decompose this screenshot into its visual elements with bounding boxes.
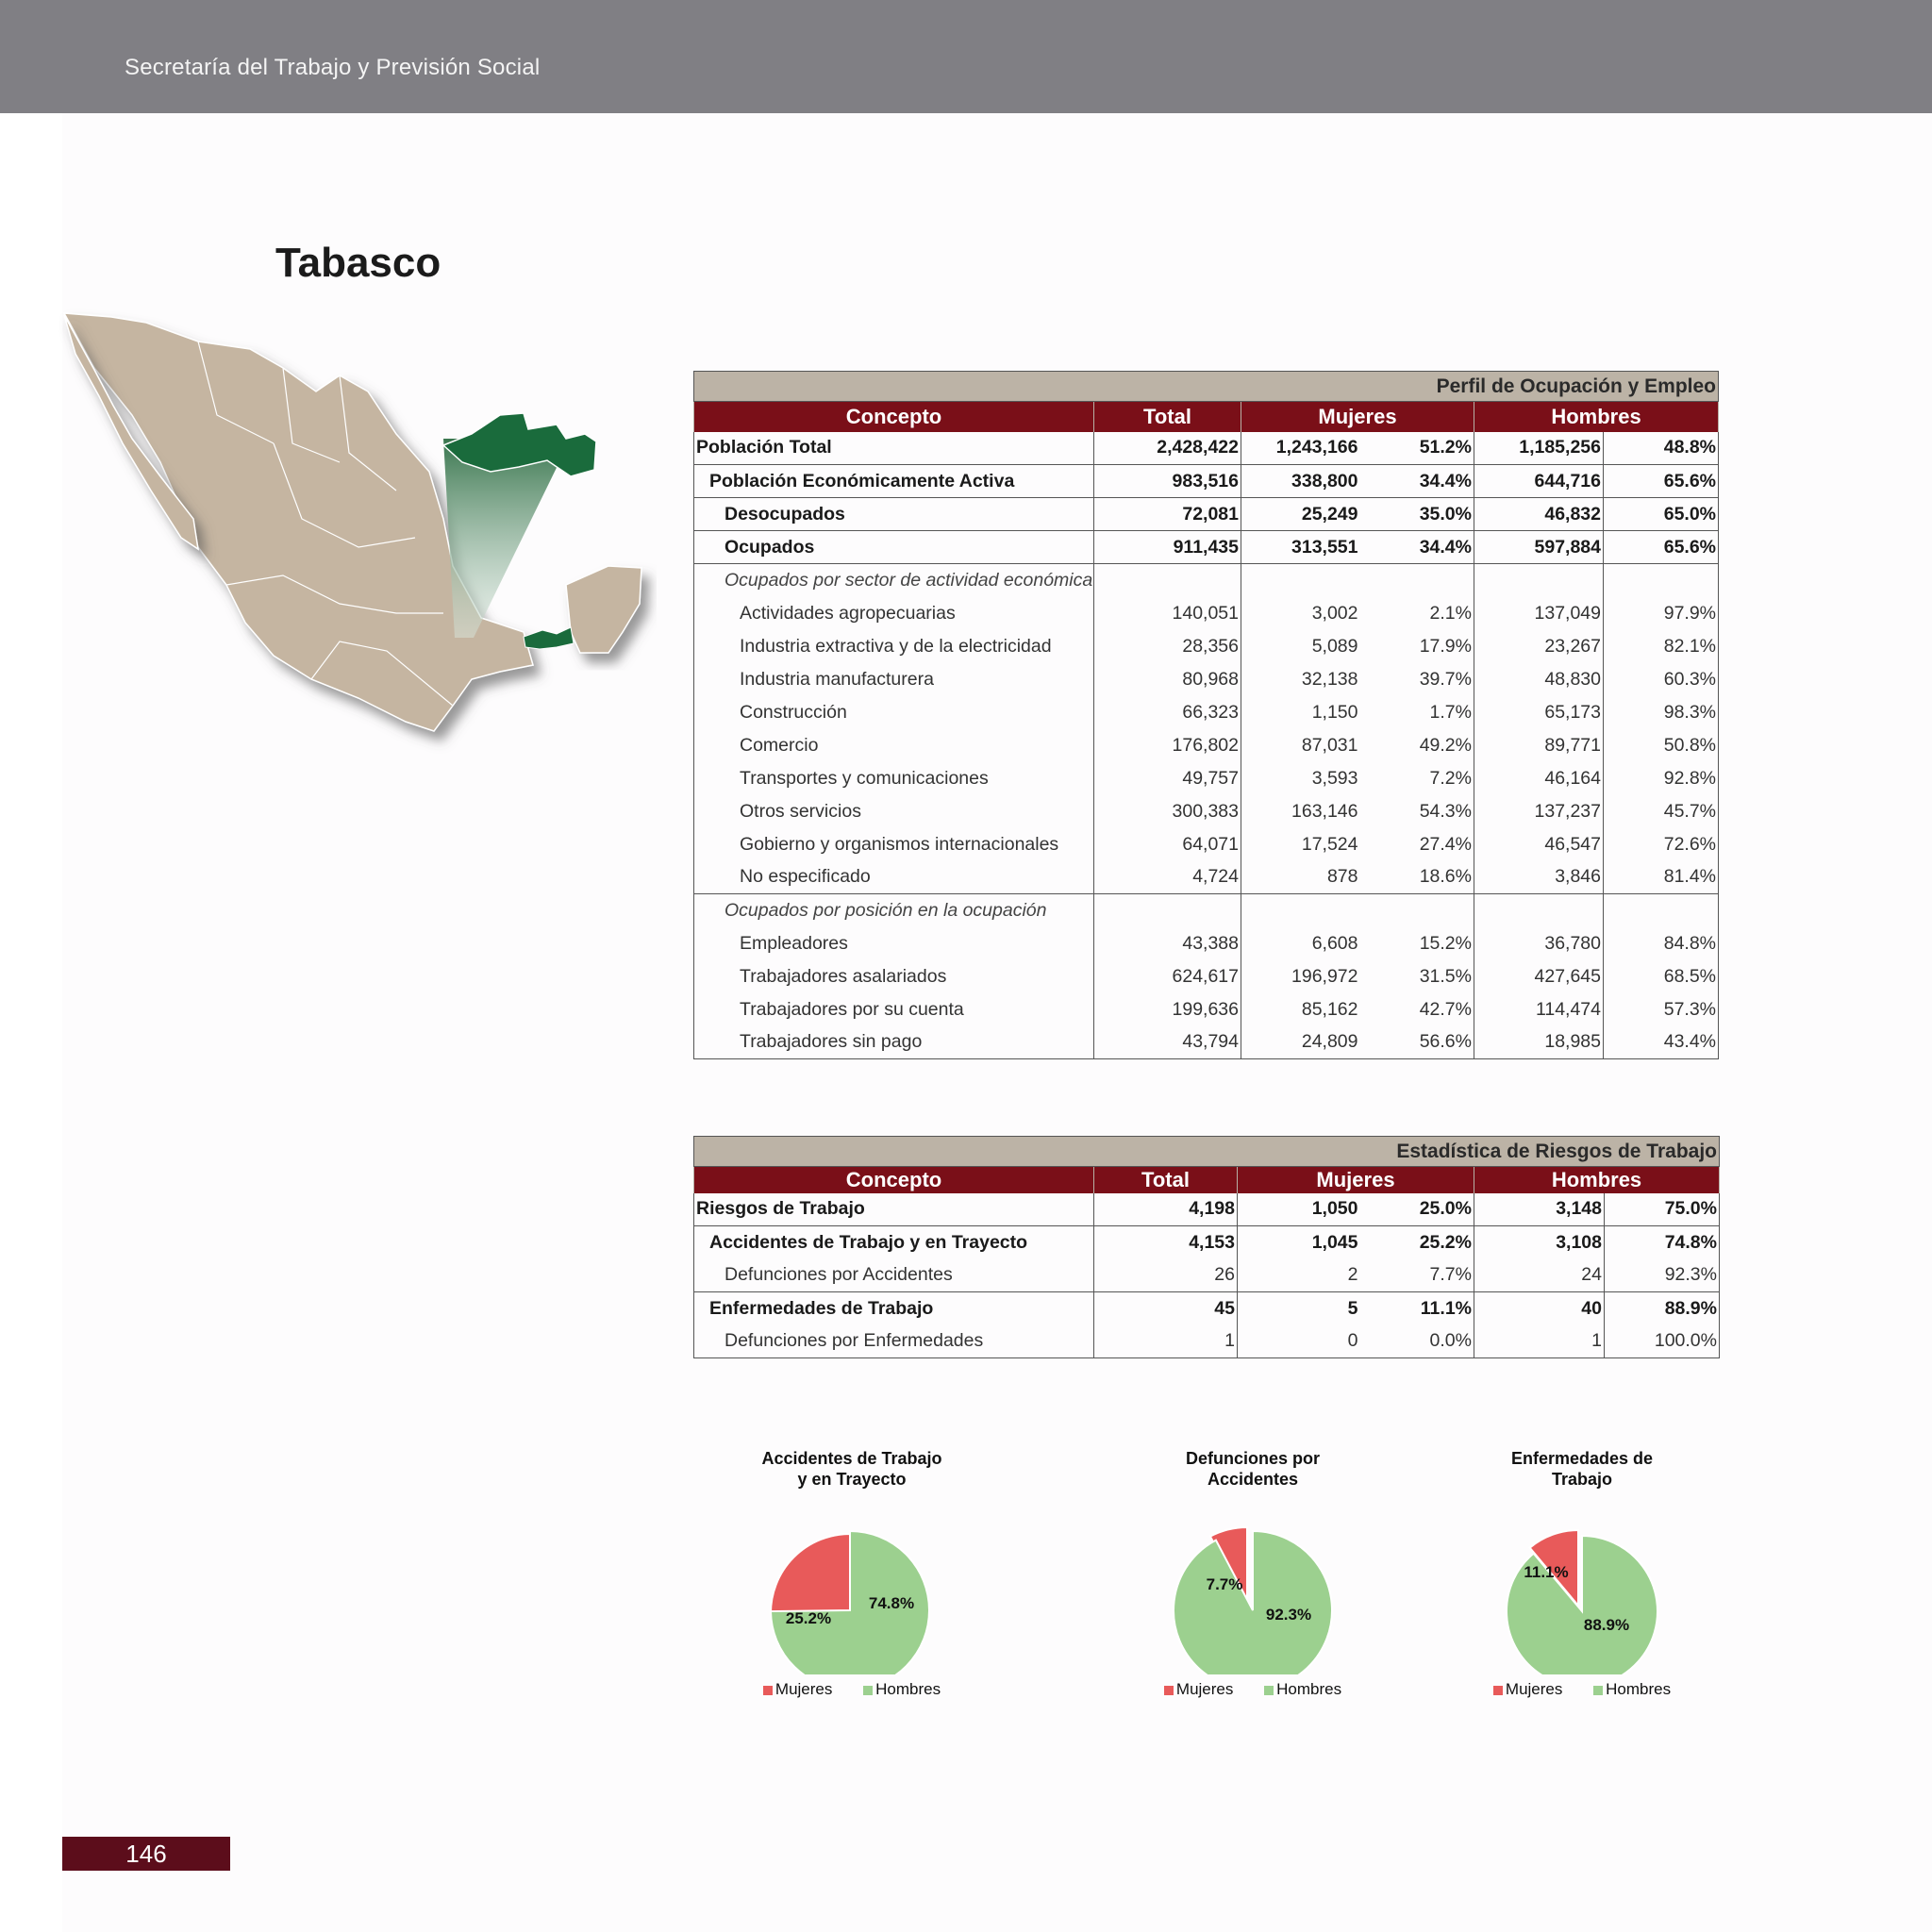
state-title: Tabasco — [275, 240, 441, 286]
legend-label: Mujeres — [1175, 1680, 1234, 1698]
cell-mujeres — [1241, 894, 1360, 927]
legend-mujeres — [1493, 1680, 1562, 1698]
cell-mujeres-pct: 56.6% — [1360, 1026, 1474, 1059]
cell-mujeres-pct: 39.7% — [1360, 663, 1474, 696]
pie-title-line: Enfermedades de — [1510, 1449, 1654, 1468]
perfil-table — [693, 371, 1719, 1059]
cell-mujeres-pct: 35.0% — [1360, 498, 1474, 531]
cell-hombres: 48,830 — [1474, 663, 1604, 696]
cell-total: 4,153 — [1094, 1226, 1238, 1259]
header-bar — [0, 0, 1932, 113]
table-row — [694, 1259, 1720, 1292]
cell-mujeres-pct: 0.0% — [1360, 1325, 1474, 1358]
row-label: Comercio — [694, 729, 1094, 762]
table-row — [694, 894, 1719, 927]
cell-total: 26 — [1094, 1259, 1238, 1292]
cell-mujeres-pct: 31.5% — [1360, 960, 1474, 993]
pie-defunciones — [1130, 1448, 1375, 1703]
perfil-body — [694, 432, 1719, 1059]
cell-hombres: 89,771 — [1474, 729, 1604, 762]
cell-total: 176,802 — [1094, 729, 1241, 762]
table-row — [694, 597, 1719, 630]
riesgos-table — [693, 1136, 1720, 1358]
cell-total — [1094, 564, 1241, 597]
cell-total: 1 — [1094, 1325, 1238, 1358]
legend-hombres — [1264, 1680, 1341, 1698]
col-mujeres: Mujeres — [1238, 1167, 1474, 1193]
pie-title-line: Accidentes de Trabajo — [761, 1449, 942, 1468]
pie-chart-svg — [1130, 1486, 1375, 1674]
cell-hombres-pct: 98.3% — [1604, 696, 1719, 729]
row-label: Ocupados por posición en la ocupación — [694, 894, 1094, 927]
legend-swatch-icon — [1264, 1686, 1274, 1695]
cell-hombres-pct: 60.3% — [1604, 663, 1719, 696]
legend-label: Hombres — [1606, 1680, 1672, 1698]
legend-hombres — [863, 1680, 941, 1698]
cell-mujeres: 87,031 — [1301, 734, 1358, 756]
cell-hombres — [1474, 894, 1604, 927]
pie-chart-svg — [729, 1486, 974, 1674]
cell-hombres-pct: 65.6% — [1604, 465, 1719, 498]
table-row — [694, 993, 1719, 1026]
cell-hombres: 46,547 — [1474, 828, 1604, 861]
cell-hombres-pct: 82.1% — [1604, 630, 1719, 663]
cell-hombres: 18,985 — [1474, 1026, 1604, 1059]
cell-mujeres-pct: 42.7% — [1360, 993, 1474, 1026]
table-row — [694, 1325, 1720, 1358]
cell-mujeres: 1,050 — [1311, 1198, 1358, 1220]
cell-total: 4,198 — [1094, 1193, 1238, 1226]
legend-swatch-icon — [1593, 1686, 1603, 1695]
table-row — [694, 960, 1719, 993]
cell-hombres-pct: 92.3% — [1605, 1259, 1720, 1292]
agency-name: Secretaría del Trabajo y Previsión Social — [125, 55, 541, 80]
cell-hombres-pct: 43.4% — [1604, 1026, 1719, 1059]
cell-mujeres-pct: 25.0% — [1360, 1193, 1474, 1226]
cell-mujeres: 0 — [1238, 1325, 1360, 1358]
row-label: Riesgos de Trabajo — [694, 1193, 1094, 1226]
row-label: Defunciones por Enfermedades — [694, 1325, 1094, 1358]
cell-total: 28,356 — [1094, 630, 1241, 663]
table-row — [694, 1226, 1720, 1259]
table-row — [694, 432, 1719, 465]
table-row — [694, 729, 1719, 762]
cell-mujeres: 338,800 — [1241, 465, 1360, 498]
cell-mujeres: 5 — [1238, 1292, 1360, 1325]
cell-hombres-pct: 81.4% — [1604, 861, 1719, 894]
cell-mujeres: 3,593 — [1311, 767, 1358, 789]
legend-mujeres — [1164, 1680, 1233, 1698]
cell-mujeres-pct: 1.7% — [1360, 696, 1474, 729]
cell-mujeres-pct: 27.4% — [1360, 828, 1474, 861]
cell-mujeres: 24,809 — [1241, 1026, 1360, 1059]
pie-title-line: Accidentes — [1207, 1470, 1299, 1489]
cell-mujeres — [1241, 564, 1360, 597]
table-row — [694, 795, 1719, 828]
cell-total: 49,757 — [1094, 762, 1241, 795]
cell-hombres-pct: 65.6% — [1604, 531, 1719, 564]
pie-label-hombres: 92.3% — [1265, 1606, 1312, 1624]
cell-hombres — [1474, 564, 1604, 597]
cell-hombres: 1,185,256 — [1474, 432, 1604, 465]
cell-total: 983,516 — [1094, 465, 1241, 498]
table-row — [694, 861, 1719, 894]
legend-swatch-icon — [763, 1686, 773, 1695]
col-concepto: Concepto — [694, 1167, 1094, 1193]
cell-hombres-pct — [1604, 894, 1719, 927]
cell-mujeres-pct: 7.2% — [1360, 762, 1474, 795]
row-label: Industria manufacturera — [694, 663, 1094, 696]
cell-mujeres: 1,243,166 — [1275, 437, 1358, 458]
cell-total: 66,323 — [1094, 696, 1241, 729]
cell-hombres: 3,846 — [1474, 861, 1604, 894]
col-total: Total — [1094, 402, 1241, 432]
cell-total: 624,617 — [1094, 960, 1241, 993]
cell-mujeres-pct: 7.7% — [1360, 1259, 1474, 1292]
cell-mujeres: 1,045 — [1238, 1226, 1360, 1259]
cell-hombres: 137,049 — [1474, 597, 1604, 630]
pie-accidentes — [729, 1448, 974, 1703]
pie-legend — [1130, 1680, 1375, 1699]
row-label: Defunciones por Accidentes — [694, 1259, 1094, 1292]
pie-slice-hombres — [1174, 1531, 1332, 1674]
cell-mujeres-pct: 34.4% — [1360, 465, 1474, 498]
pie-title-line: Defunciones por — [1185, 1449, 1320, 1468]
legend-label: Hombres — [875, 1680, 941, 1698]
cell-mujeres: 25,249 — [1241, 498, 1360, 531]
cell-mujeres-pct: 51.2% — [1360, 432, 1474, 465]
table-row — [694, 498, 1719, 531]
row-label: Transportes y comunicaciones — [694, 762, 1094, 795]
cell-hombres-pct: 84.8% — [1604, 927, 1719, 960]
cell-total: 199,636 — [1094, 993, 1241, 1026]
cell-hombres-pct: 50.8% — [1604, 729, 1719, 762]
row-label: Desocupados — [694, 498, 1094, 531]
cell-mujeres-pct: 54.3% — [1360, 795, 1474, 828]
cell-mujeres: 85,162 — [1301, 998, 1358, 1020]
table-row — [694, 762, 1719, 795]
cell-total: 2,428,422 — [1094, 432, 1241, 465]
cell-hombres: 40 — [1474, 1292, 1605, 1325]
cell-mujeres: 6,608 — [1311, 932, 1358, 954]
col-hombres: Hombres — [1474, 1167, 1720, 1193]
cell-hombres: 1 — [1474, 1325, 1605, 1358]
pie-label-hombres: 74.8% — [868, 1594, 915, 1612]
cell-hombres: 427,645 — [1474, 960, 1604, 993]
table-row — [694, 1292, 1720, 1325]
row-label: Empleadores — [694, 927, 1094, 960]
cell-total: 72,081 — [1094, 498, 1241, 531]
cell-mujeres: 17,524 — [1301, 833, 1358, 855]
cell-hombres: 23,267 — [1474, 630, 1604, 663]
cell-mujeres: 163,146 — [1291, 800, 1358, 822]
perfil-caption: Perfil de Ocupación y Empleo — [694, 372, 1719, 402]
cell-mujeres: 2 — [1347, 1264, 1358, 1286]
legend-mujeres — [763, 1680, 832, 1698]
legend-label: Mujeres — [774, 1680, 833, 1698]
page-number: 146 — [62, 1837, 230, 1871]
riesgos-body — [694, 1193, 1720, 1358]
cell-hombres-pct: 74.8% — [1605, 1226, 1720, 1259]
cell-hombres: 597,884 — [1474, 531, 1604, 564]
legend-swatch-icon — [1493, 1686, 1503, 1695]
cell-hombres-pct: 75.0% — [1605, 1193, 1720, 1226]
cell-mujeres: 32,138 — [1301, 668, 1358, 690]
cell-total: 911,435 — [1094, 531, 1241, 564]
cell-total: 4,724 — [1094, 861, 1241, 894]
col-total: Total — [1094, 1167, 1238, 1193]
cell-hombres: 24 — [1474, 1259, 1605, 1292]
pie-title — [1459, 1448, 1705, 1490]
table-row — [694, 630, 1719, 663]
cell-hombres-pct: 65.0% — [1604, 498, 1719, 531]
riesgos-caption: Estadística de Riesgos de Trabajo — [694, 1137, 1720, 1167]
row-label: Accidentes de Trabajo y en Trayecto — [694, 1226, 1094, 1259]
cell-mujeres-pct: 49.2% — [1360, 729, 1474, 762]
pie-legend — [1459, 1680, 1705, 1699]
table-row — [694, 1193, 1720, 1226]
cell-hombres-pct: 92.8% — [1604, 762, 1719, 795]
row-label: Población Económicamente Activa — [694, 465, 1094, 498]
mexico-map-icon — [57, 302, 679, 755]
pie-chart-svg — [1459, 1486, 1705, 1674]
cell-hombres: 3,108 — [1474, 1226, 1605, 1259]
cell-mujeres-pct: 34.4% — [1360, 531, 1474, 564]
cell-hombres-pct: 57.3% — [1604, 993, 1719, 1026]
mexico-map — [57, 302, 679, 755]
legend-swatch-icon — [863, 1686, 873, 1695]
map-yucatan — [566, 566, 641, 653]
cell-mujeres-pct — [1360, 894, 1474, 927]
row-label: Construcción — [694, 696, 1094, 729]
cell-mujeres-pct: 2.1% — [1360, 597, 1474, 630]
cell-hombres-pct — [1604, 564, 1719, 597]
cell-total: 80,968 — [1094, 663, 1241, 696]
cell-mujeres-pct — [1360, 564, 1474, 597]
cell-hombres-pct: 48.8% — [1604, 432, 1719, 465]
cell-total: 140,051 — [1094, 597, 1241, 630]
row-label: Trabajadores sin pago — [694, 1026, 1094, 1059]
row-label: Población Total — [694, 432, 1094, 465]
cell-mujeres: 878 — [1326, 866, 1358, 888]
table-row — [694, 1026, 1719, 1059]
cell-hombres-pct: 88.9% — [1605, 1292, 1720, 1325]
col-concepto: Concepto — [694, 402, 1094, 432]
pie-slice-hombres — [1507, 1536, 1657, 1674]
row-label: Trabajadores por su cuenta — [694, 993, 1094, 1026]
legend-label: Hombres — [1276, 1680, 1342, 1698]
pie-enfermedades — [1459, 1448, 1705, 1703]
cell-mujeres: 3,002 — [1311, 602, 1358, 624]
cell-hombres-pct: 72.6% — [1604, 828, 1719, 861]
table-row — [694, 531, 1719, 564]
cell-hombres: 3,148 — [1474, 1193, 1605, 1226]
table-row — [694, 465, 1719, 498]
cell-mujeres: 1,150 — [1311, 701, 1358, 723]
row-label: Ocupados por sector de actividad económica — [694, 564, 1094, 597]
cell-hombres: 114,474 — [1474, 993, 1604, 1026]
legend-hombres — [1593, 1680, 1671, 1698]
cell-hombres-pct: 97.9% — [1604, 597, 1719, 630]
table-row — [694, 663, 1719, 696]
cell-mujeres: 196,972 — [1291, 965, 1358, 987]
cell-total: 300,383 — [1094, 795, 1241, 828]
row-label: Trabajadores asalariados — [694, 960, 1094, 993]
pie-slice-mujeres — [771, 1534, 850, 1614]
legend-label: Mujeres — [1505, 1680, 1563, 1698]
cell-mujeres-pct: 17.9% — [1360, 630, 1474, 663]
cell-mujeres: 313,551 — [1241, 531, 1360, 564]
cell-hombres-pct: 100.0% — [1605, 1325, 1720, 1358]
row-label: Gobierno y organismos internacionales — [694, 828, 1094, 861]
pie-label-hombres: 88.9% — [1583, 1616, 1630, 1634]
pie-legend — [729, 1680, 974, 1699]
left-margin-strip — [0, 113, 62, 1932]
cell-total: 43,794 — [1094, 1026, 1241, 1059]
table-row — [694, 696, 1719, 729]
cell-hombres: 644,716 — [1474, 465, 1604, 498]
row-label: Enfermedades de Trabajo — [694, 1292, 1094, 1325]
col-hombres: Hombres — [1474, 402, 1719, 432]
cell-hombres: 46,164 — [1474, 762, 1604, 795]
col-mujeres: Mujeres — [1241, 402, 1474, 432]
cell-mujeres-pct: 25.2% — [1360, 1226, 1474, 1259]
cell-hombres: 65,173 — [1474, 696, 1604, 729]
pie-label-mujeres: 25.2% — [785, 1609, 832, 1627]
pie-title — [1130, 1448, 1375, 1490]
cell-mujeres-pct: 15.2% — [1360, 927, 1474, 960]
legend-swatch-icon — [1164, 1686, 1174, 1695]
cell-total: 43,388 — [1094, 927, 1241, 960]
cell-hombres-pct: 68.5% — [1604, 960, 1719, 993]
row-label: No especificado — [694, 861, 1094, 894]
cell-hombres: 36,780 — [1474, 927, 1604, 960]
row-label: Otros servicios — [694, 795, 1094, 828]
row-label: Ocupados — [694, 531, 1094, 564]
cell-mujeres-pct: 11.1% — [1360, 1292, 1474, 1325]
row-label: Industria extractiva y de la electricidad — [694, 630, 1094, 663]
pie-title — [729, 1448, 974, 1490]
pie-label-mujeres: 11.1% — [1524, 1563, 1569, 1581]
table-row — [694, 927, 1719, 960]
pie-title-line: y en Trayecto — [797, 1470, 907, 1489]
table-row — [694, 564, 1719, 597]
cell-hombres-pct: 45.7% — [1604, 795, 1719, 828]
row-label: Actividades agropecuarias — [694, 597, 1094, 630]
pie-label-mujeres: 7.7% — [1206, 1575, 1243, 1593]
pie-title-line: Trabajo — [1551, 1470, 1613, 1489]
map-tabasco-small — [524, 627, 574, 649]
cell-mujeres: 5,089 — [1311, 635, 1358, 657]
cell-total: 64,071 — [1094, 828, 1241, 861]
cell-total — [1094, 894, 1241, 927]
table-row — [694, 828, 1719, 861]
cell-total: 45 — [1094, 1292, 1238, 1325]
cell-hombres: 46,832 — [1474, 498, 1604, 531]
cell-mujeres-pct: 18.6% — [1360, 861, 1474, 894]
cell-hombres: 137,237 — [1474, 795, 1604, 828]
